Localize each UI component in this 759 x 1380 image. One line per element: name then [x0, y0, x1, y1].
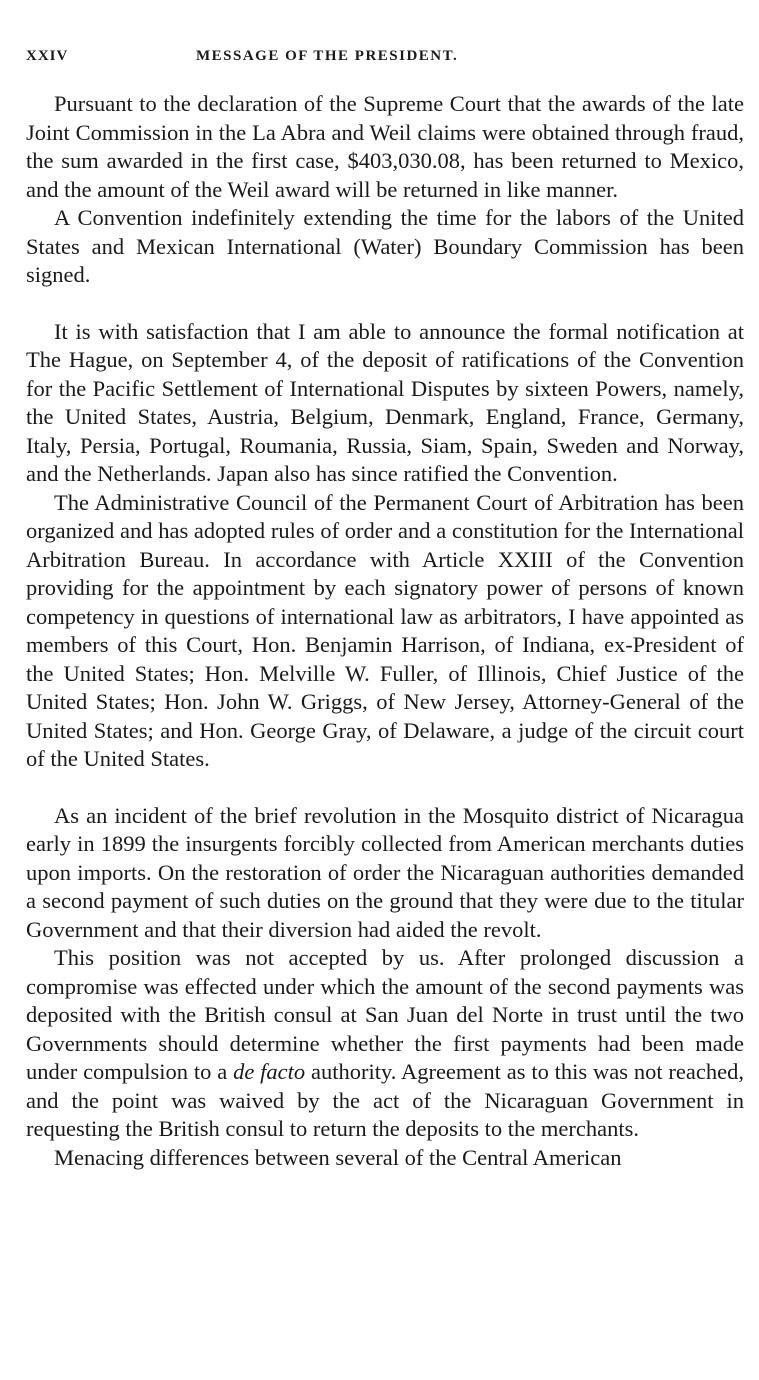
document-page	[26, 48, 744, 1172]
section-gap	[26, 774, 744, 802]
section-gap	[26, 290, 744, 318]
italic-phrase: de facto	[233, 1059, 306, 1084]
paragraph-hague-ratifications: It is with satisfaction that I am able to announce the formal notification at The Hague, on September 4, of the deposit of ratifications of the Convention for the Pacific Settlement of International Disputes by sixteen Powers, namely, the United States, Austria, Belgium, Denmark, England, France, Germany, Italy, Persia, Portugal, Roumania, Russia, Siam, Spain, Sweden and Norway, and the Netherlands. Japan also has since ratified the Convention.	[26, 318, 744, 486]
paragraph-compromise	[26, 944, 744, 1144]
paragraph-la-abra-weil: Pursuant to the declaration of the Supreme Court that the awards of the late Joint Commission in the La Abra and Weil claims were obtained through fraud, the sum awarded in the first case, $403,030.08, has been returned to Mexico, and the amount of the Weil award will be returned in like manner.	[26, 91, 744, 202]
page-number: XXIV	[26, 48, 69, 64]
paragraph-mosquito-revolution: As an incident of the brief revolution in the Mosquito district of Nicaragua early in 1899 the insurgents forcibly collected from American merchants duties upon imports. On the restoration of order the Nicaraguan authorities demanded a second payment of such duties on the ground that they were due to the titular Government and that their diversion had aided the revolt.	[26, 802, 744, 942]
paragraph-central-american: Menacing differences between several of the Central American	[54, 1144, 622, 1170]
paragraph-permanent-court: The Administrative Council of the Permanent Court of Arbitration has been organized and has adopted rules of order and a constitution for the International Arbitration Bureau. In accordance with Article XXIII of the Convention providing for the appointment by each signatory power of persons of known competency in questions of international law as arbitrators, I have appointed as members of this Court, Hon. Benjamin Harrison, of Indiana, ex-President of the United States; Hon. Melville W. Fuller, of Illinois, Chief Justice of the United States; Hon. John W. Griggs, of New Jersey, Attorney-General of the United States; and Hon. George Gray, of Delaware, a judge of the circuit court of the United States.	[26, 489, 744, 771]
running-head	[26, 48, 744, 70]
compromise-text-after: authority. Agreement as to this was not reached, and the point was waived by the act of the Nicaraguan Government in requesting the British consul to return the deposits to the merchants.	[26, 1059, 744, 1141]
paragraph-boundary-commission: A Convention indefinitely extending the time for the labors of the United States and Mexican International (Water) Boundary Commission has been signed.	[26, 205, 744, 287]
compromise-text-before: This position was not accepted by us. After prolonged discussion a compromise was effected under which the amount of the second payments was deposited with the British consul at San Juan del Norte in trust until the two Governments should determine whether the first payments had been made under compulsion to a	[26, 945, 744, 1084]
running-title: MESSAGE OF THE PRESIDENT.	[196, 48, 459, 64]
